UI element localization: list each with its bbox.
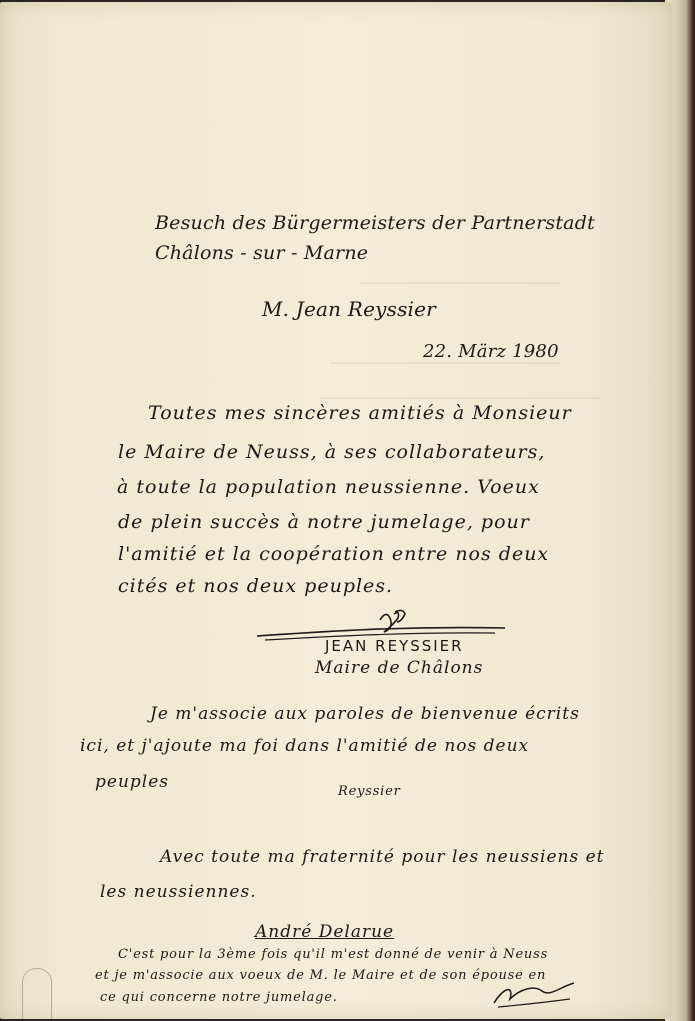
signature-scribble-entry4 <box>490 977 580 1012</box>
entry4-line: ce qui concerne notre jumelage. <box>100 990 338 1005</box>
header-line-2: Châlons - sur - Marne <box>155 242 369 264</box>
entry1-line: à toute la population neussienne. Voeux <box>117 476 540 498</box>
entry1-line: le Maire de Neuss, à ses collaborateurs, <box>118 441 546 463</box>
guestbook-page <box>0 2 672 1019</box>
header-name: M. Jean Reyssier <box>262 297 436 321</box>
entry1-line: de plein succès à notre jumelage, pour <box>118 511 530 533</box>
entry1-line: cités et nos deux peuples. <box>118 575 394 597</box>
bleed-through-mark <box>320 377 600 399</box>
page-fold-mark <box>22 968 52 1019</box>
bleed-through-mark <box>360 252 560 284</box>
entry2-line: peuples <box>95 772 169 792</box>
entry4-line: C'est pour la 3ème fois qu'il m'est donné de venir à Neuss <box>118 947 549 962</box>
entry3-signature: André Delarue <box>255 922 395 942</box>
entry4-line: et je m'associe aux voeux de M. le Maire et de son épouse en <box>95 968 547 983</box>
entry2-line: Je m'associe aux paroles de bienvenue écrits <box>150 704 580 724</box>
entry2-line: ici, et j'ajoute ma foi dans l'amitié de nos deux <box>80 736 530 756</box>
entry2-signature: Reyssier <box>338 784 401 799</box>
entry1-signer-title: Maire de Châlons <box>315 658 484 678</box>
entry1-line: Toutes mes sincères amitiés à Monsieur <box>148 402 572 424</box>
entry1-signer-name: JEAN REYSSIER <box>325 637 464 655</box>
header-line-1: Besuch des Bürgermeisters der Partnerstadt <box>155 212 595 234</box>
header-date: 22. März 1980 <box>423 341 559 362</box>
entry3-line: les neussiennes. <box>100 882 257 902</box>
entry1-line: l'amitié et la coopération entre nos deux <box>118 543 550 565</box>
entry3-line: Avec toute ma fraternité pour les neussiens et <box>160 847 605 867</box>
